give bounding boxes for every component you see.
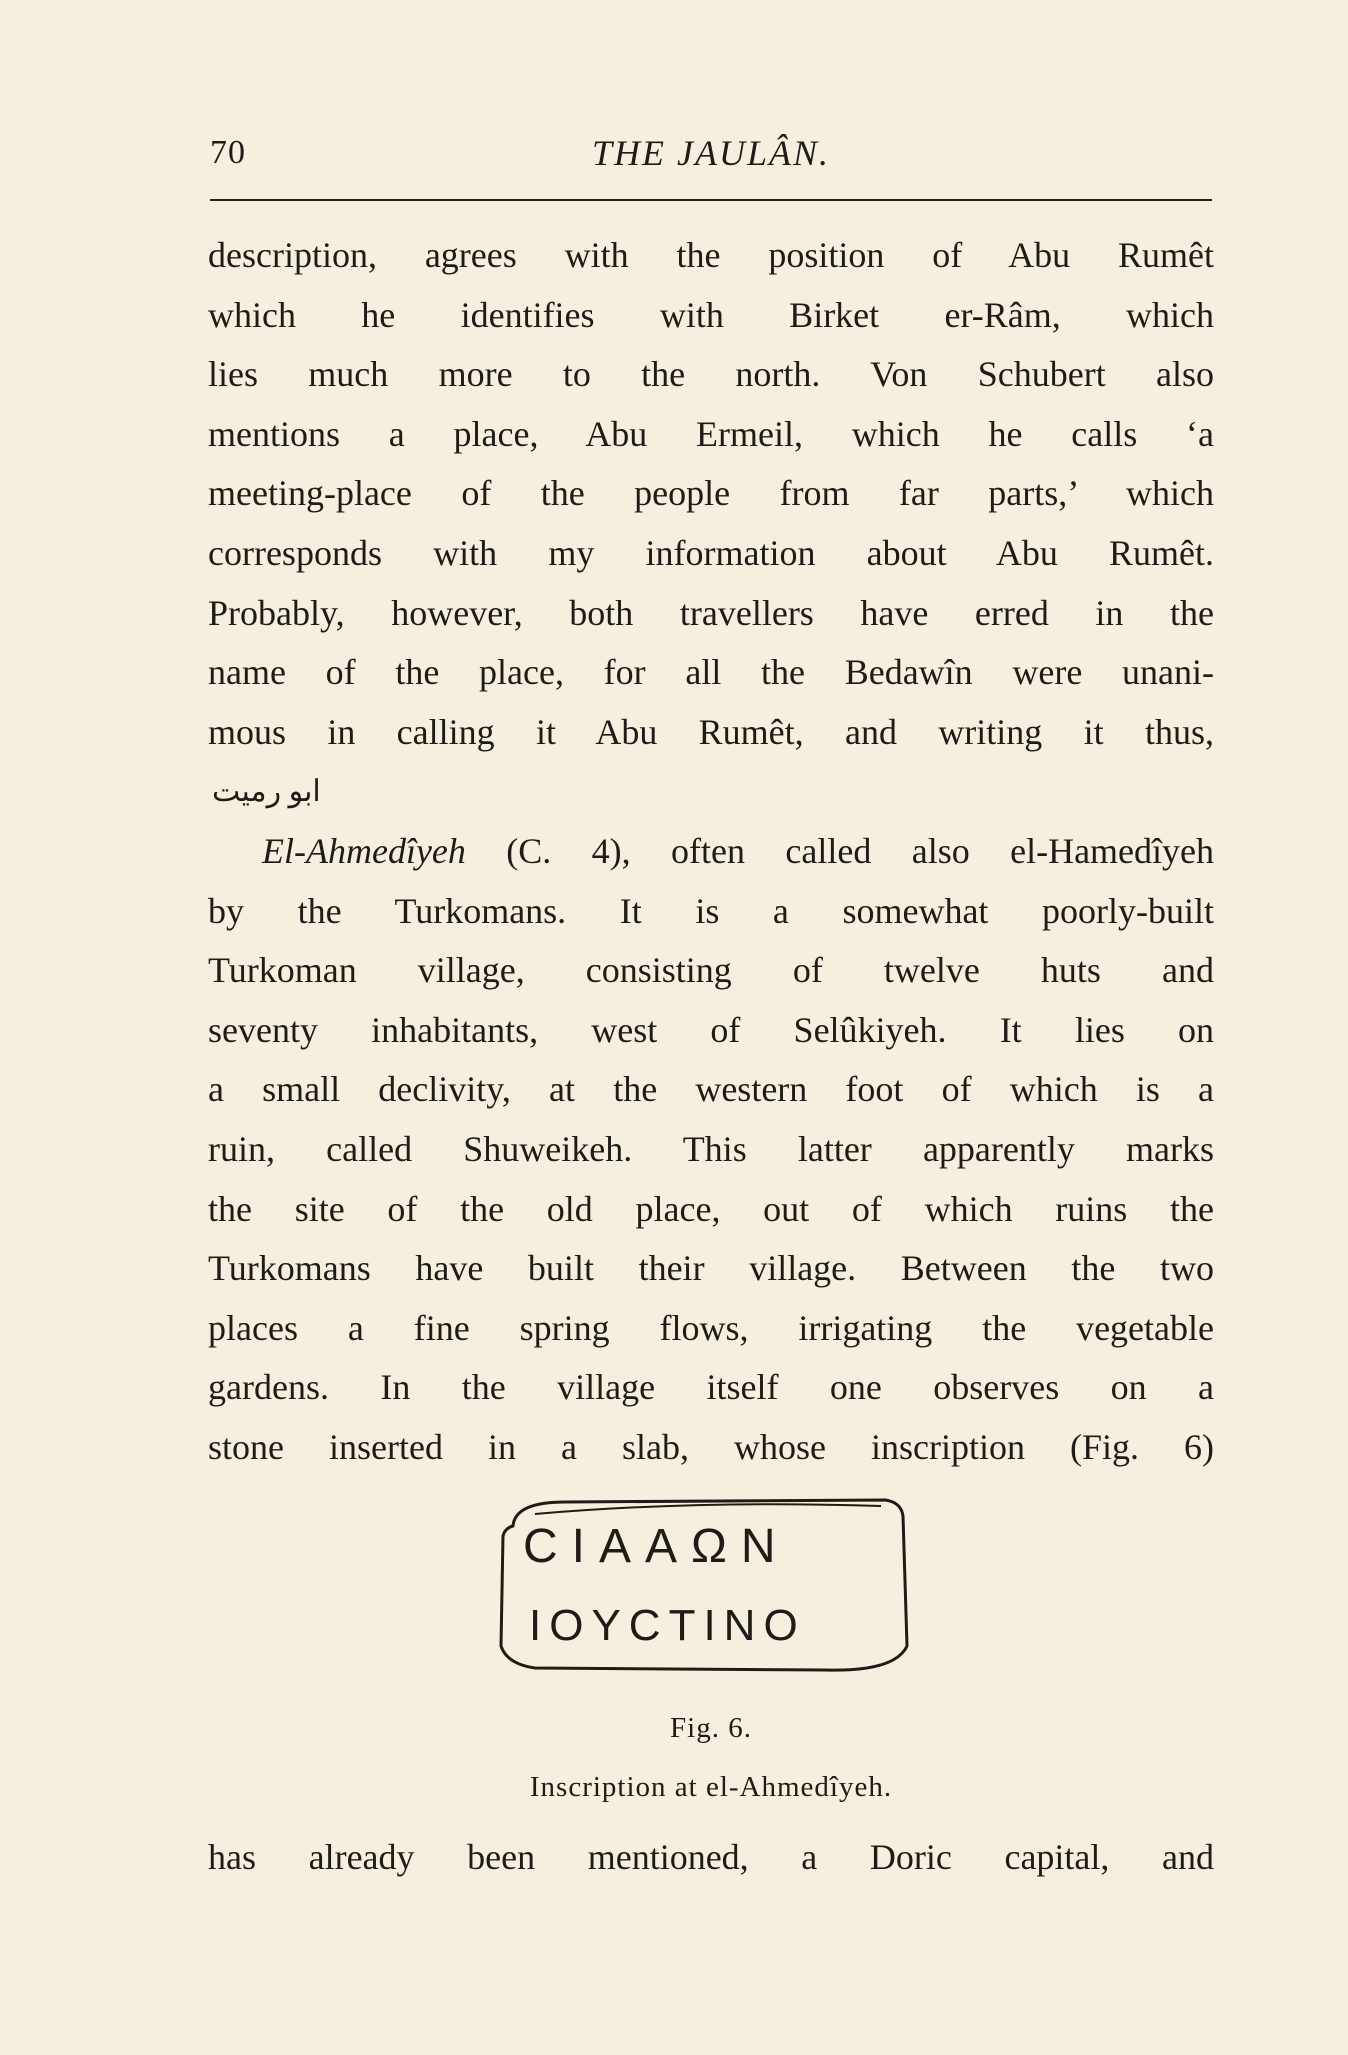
text-line: Turkomans have built their village. Between the two (208, 1248, 1214, 1289)
body-text (208, 226, 1214, 1477)
text-line: name of the place, for all the Bedawîn were unani- (208, 652, 1214, 693)
text-line: the site of the old place, out of which ruins the (208, 1188, 1214, 1229)
inscription-drawing (495, 1496, 931, 1676)
text-line: which he identifies with Birket er-Râm, which (208, 294, 1214, 335)
text-line: mous in calling it Abu Rumêt, and writing it thus, (208, 711, 1214, 752)
inscription-line-1: CIAAΩN (523, 1520, 790, 1573)
text-line: places a fine spring flows, irrigating the vegetable (208, 1307, 1214, 1348)
text-line: mentions a place, Abu Ermeil, which he calls ‘a (208, 413, 1214, 454)
heading-line-rest: (C. 4), often called also el-Hamedîyeh (506, 830, 1215, 871)
text-line: gardens. In the village itself one observes on a (208, 1367, 1214, 1408)
text-line: stone inserted in a slab, whose inscription (Fig. 6) (208, 1426, 1214, 1467)
figure-label: Fig. 6. (670, 1712, 752, 1744)
page-number: 70 (210, 134, 246, 171)
text-line: seventy inhabitants, west of Selûkiyeh. It lies on (208, 1009, 1214, 1050)
text-line: by the Turkomans. It is a somewhat poorly-built (208, 890, 1214, 931)
running-title: THE JAULÂN. (592, 133, 830, 173)
arabic-place-name: ابو رميت (212, 775, 321, 809)
continuation-line: has already been mentioned, a Doric capital, and (208, 1837, 1214, 1877)
text-line: lies much more to the north. Von Schubert also (208, 354, 1214, 395)
header-rule (210, 199, 1212, 201)
text-line: ruin, called Shuweikeh. This latter apparently marks (208, 1128, 1214, 1169)
text-line: Turkoman village, consisting of twelve huts and (208, 950, 1214, 991)
figure-caption: Inscription at el-Ahmedîyeh. (529, 1771, 893, 1803)
text-line: corresponds with my information about Abu Rumêt. (208, 532, 1214, 573)
inscription-figure (495, 1496, 931, 1676)
text-line: description, agrees with the position of Abu Rumêt (208, 235, 1214, 275)
running-head (210, 128, 1212, 184)
inscription-line-2: IOYCTINO (529, 1601, 806, 1650)
text-line: a small declivity, at the western foot of which is a (208, 1069, 1214, 1110)
text-line: meeting-place of the people from far parts,’ which (208, 473, 1214, 514)
place-heading: El-Ahmedîyeh (262, 830, 466, 871)
paragraph-opening-line (208, 822, 1214, 882)
slab-edge (535, 1504, 881, 1514)
text-line: Probably, however, both travellers have erred in the (208, 592, 1214, 633)
